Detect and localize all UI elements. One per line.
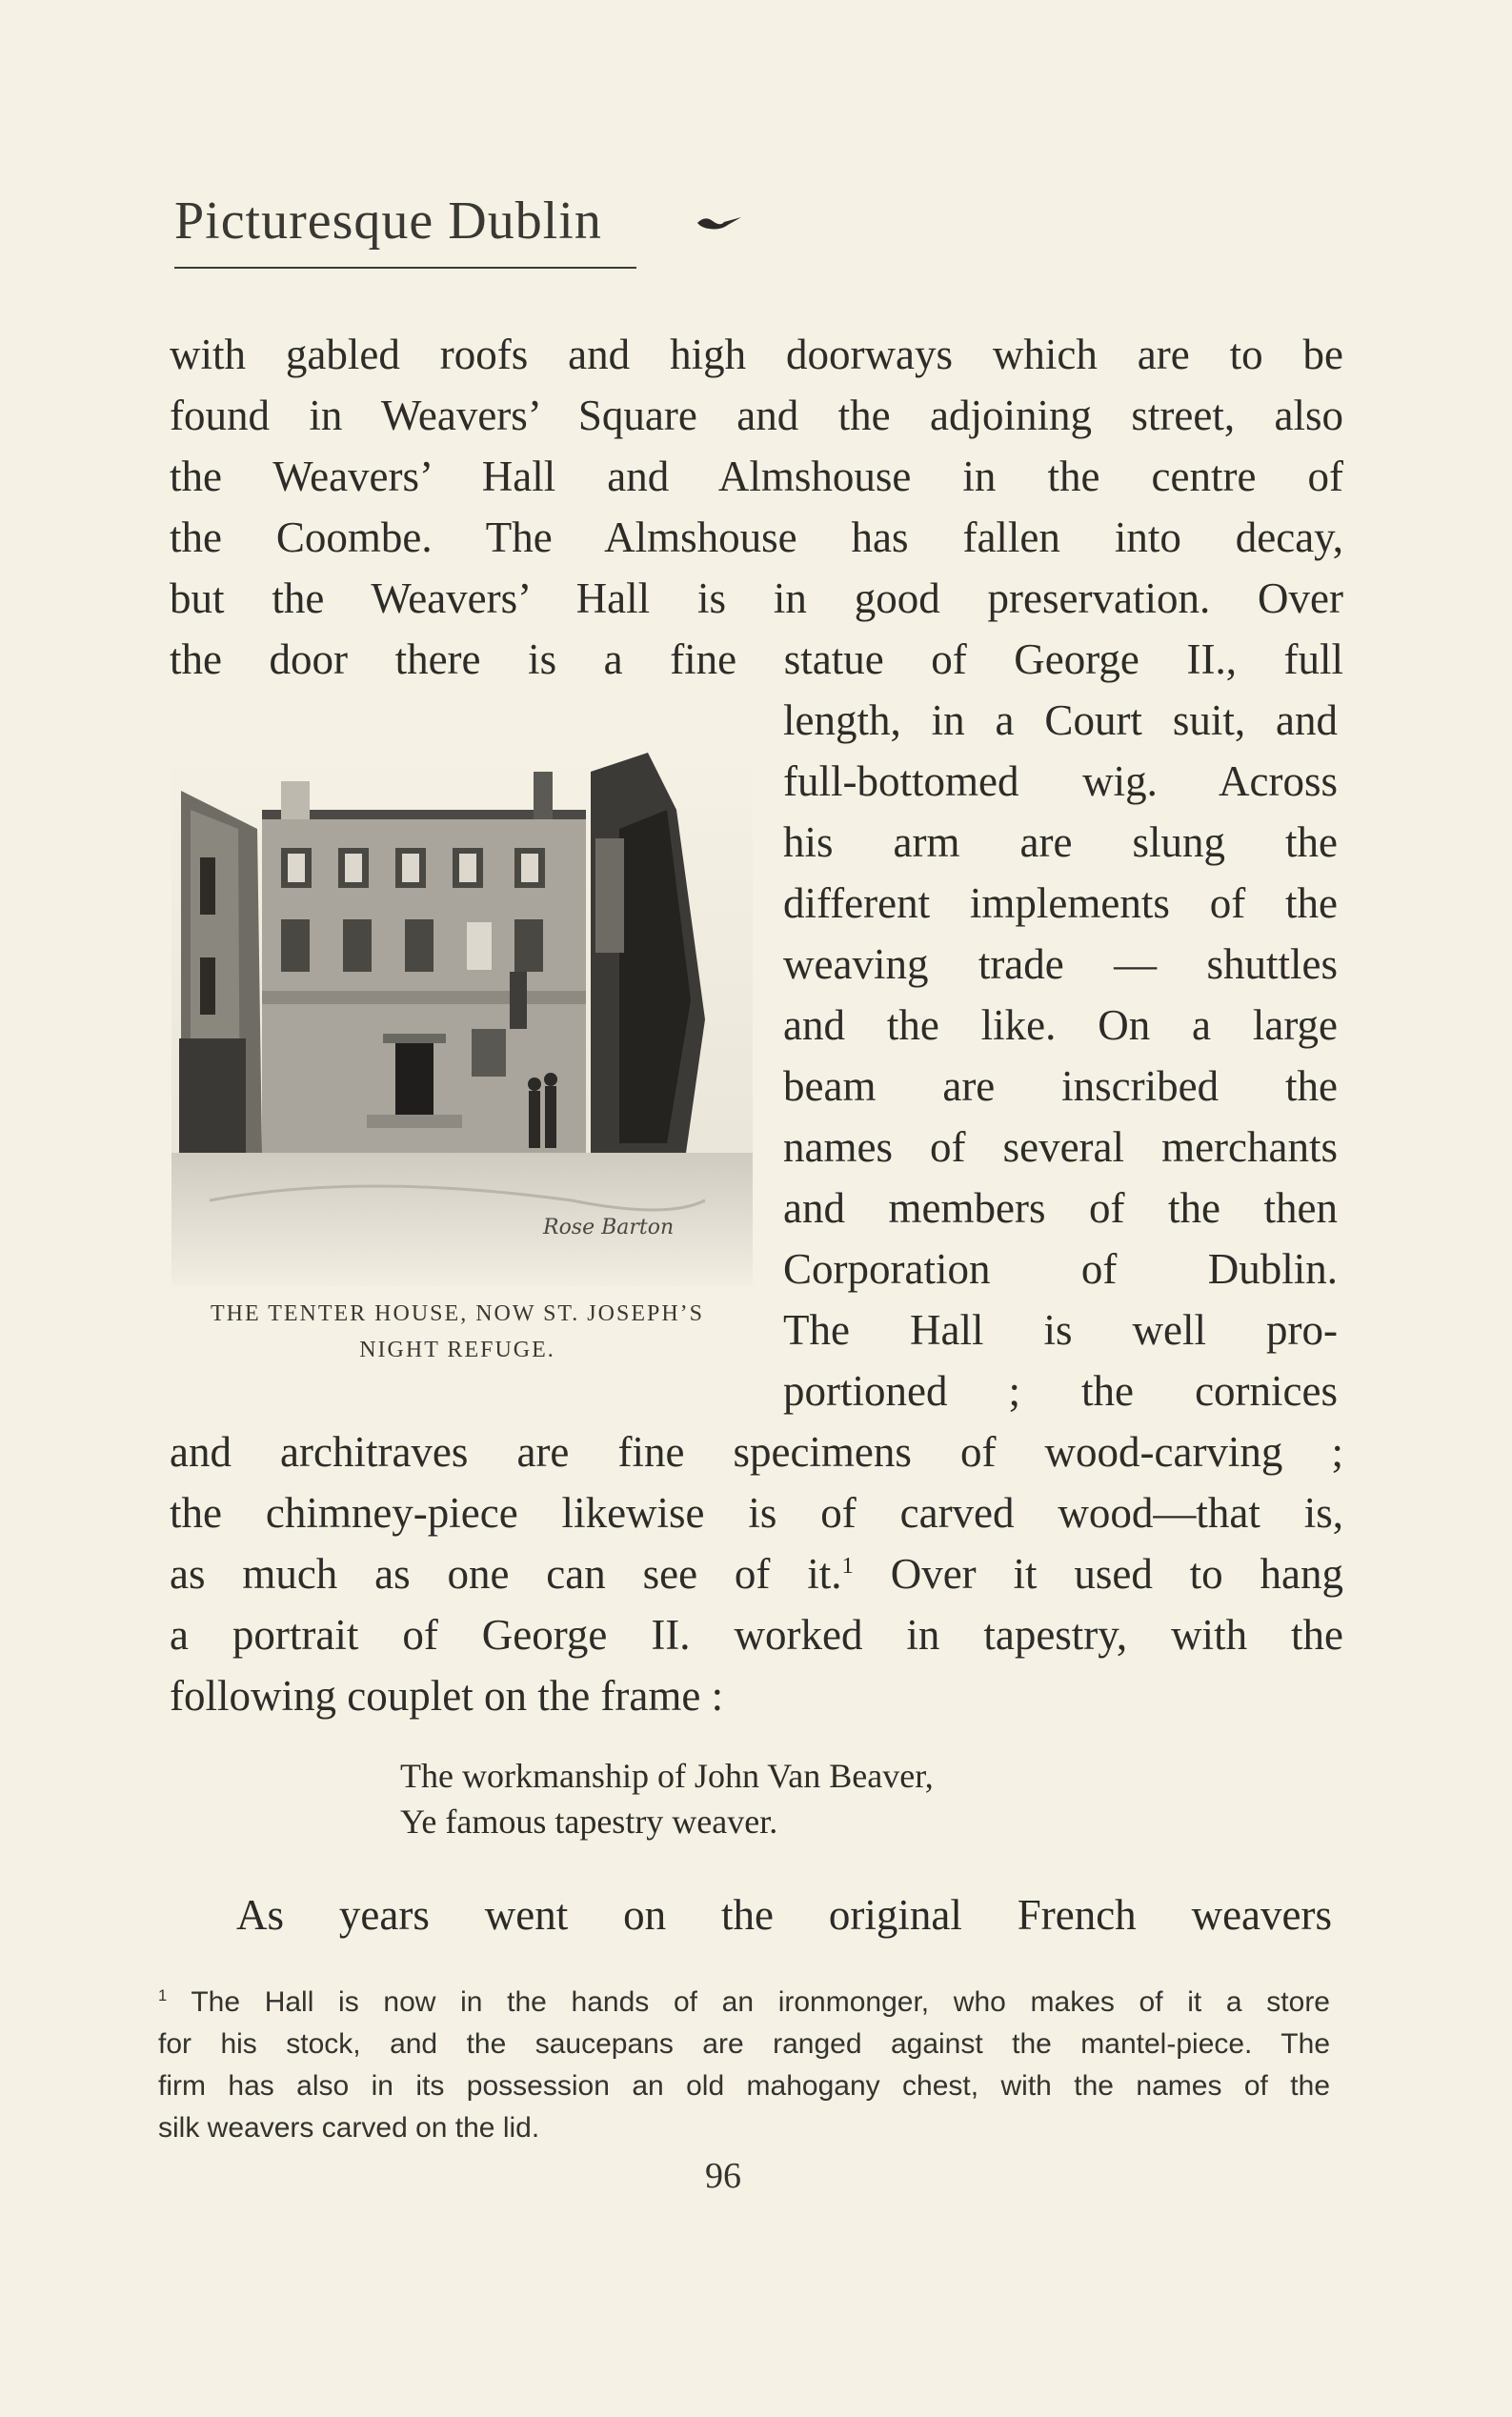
text-line: following couplet on the frame :	[170, 1672, 724, 1720]
footnote-line: for his stock, and the saucepans are ranged against the mantel-piece. The	[158, 2028, 1330, 2060]
text-line: the Coombe. The Almshouse has fallen into decay,	[170, 514, 1343, 561]
footnote-mark: 1	[158, 1987, 168, 2004]
text-line: portioned ; the cornices	[783, 1367, 1338, 1415]
figure-caption	[162, 1296, 753, 1368]
text-line: beam are inscribed the	[783, 1062, 1338, 1110]
hand-ornament-icon	[696, 213, 745, 232]
paragraph-top	[170, 324, 1343, 690]
footnote-line: silk weavers carved on the lid.	[158, 2112, 540, 2144]
text-line: found in Weavers’ Square and the adjoining street, also	[170, 392, 1343, 439]
caption-line: NIGHT REFUGE.	[359, 1338, 555, 1362]
text-fragment: Over it used to hang	[853, 1550, 1343, 1598]
header-rule	[174, 267, 636, 269]
footnote-line: firm has also in its possession an old mahogany chest, with the names of the	[158, 2070, 1330, 2102]
text-line: weaving trade — shuttles	[783, 940, 1338, 988]
page-number: 96	[705, 2156, 741, 2196]
footnote-reference: 1	[841, 1553, 854, 1579]
text-fragment: The Hall is now in the hands of an ironmonger, who makes of it a store	[167, 1986, 1330, 2018]
text-fragment: as much as one can see of it.	[170, 1550, 842, 1598]
text-line: and architraves are fine specimens of wood-carving ;	[170, 1428, 1343, 1476]
tenter-house-illustration	[171, 753, 753, 1286]
verse-quotation	[400, 1753, 934, 1844]
paragraph-next: As years went on the original French weavers	[236, 1891, 1332, 1939]
text-line: different implements of the	[783, 879, 1338, 927]
text-line: Corporation of Dublin.	[783, 1245, 1338, 1293]
paragraph-column	[783, 690, 1338, 1421]
footnote	[158, 1982, 1330, 2149]
text-line: length, in a Court suit, and	[783, 696, 1338, 744]
footnote-line	[158, 1982, 1330, 2024]
running-head: Picturesque Dublin	[174, 191, 602, 251]
verse-line: The workmanship of John Van Beaver,	[400, 1757, 934, 1795]
text-line: the door there is a fine statue of George II., full	[170, 635, 1343, 683]
artist-signature: Rose Barton	[543, 1216, 675, 1239]
text-line: names of several merchants	[783, 1123, 1338, 1171]
text-line: with gabled roofs and high doorways which are to be	[170, 331, 1343, 378]
text-line: full-bottomed wig. Across	[783, 757, 1338, 805]
text-line: and the like. On a large	[783, 1001, 1338, 1049]
text-line: the Weavers’ Hall and Almshouse in the centre of	[170, 453, 1343, 500]
paragraph-bottom	[170, 1421, 1343, 1726]
text-line: and members of the then	[783, 1184, 1338, 1232]
text-line: but the Weavers’ Hall is in good preservation. Over	[170, 574, 1343, 622]
verse-line: Ye famous tapestry weaver.	[400, 1803, 778, 1841]
text-line: The Hall is well pro-	[783, 1306, 1338, 1354]
text-line: his arm are slung the	[783, 818, 1338, 866]
caption-line: THE TENTER HOUSE, NOW ST. JOSEPH’S	[210, 1301, 704, 1326]
text-line: the chimney-piece likewise is of carved wood—that is,	[170, 1489, 1343, 1537]
text-line-with-footnote	[170, 1543, 1343, 1604]
text-line: a portrait of George II. worked in tapestry, with the	[170, 1611, 1343, 1659]
